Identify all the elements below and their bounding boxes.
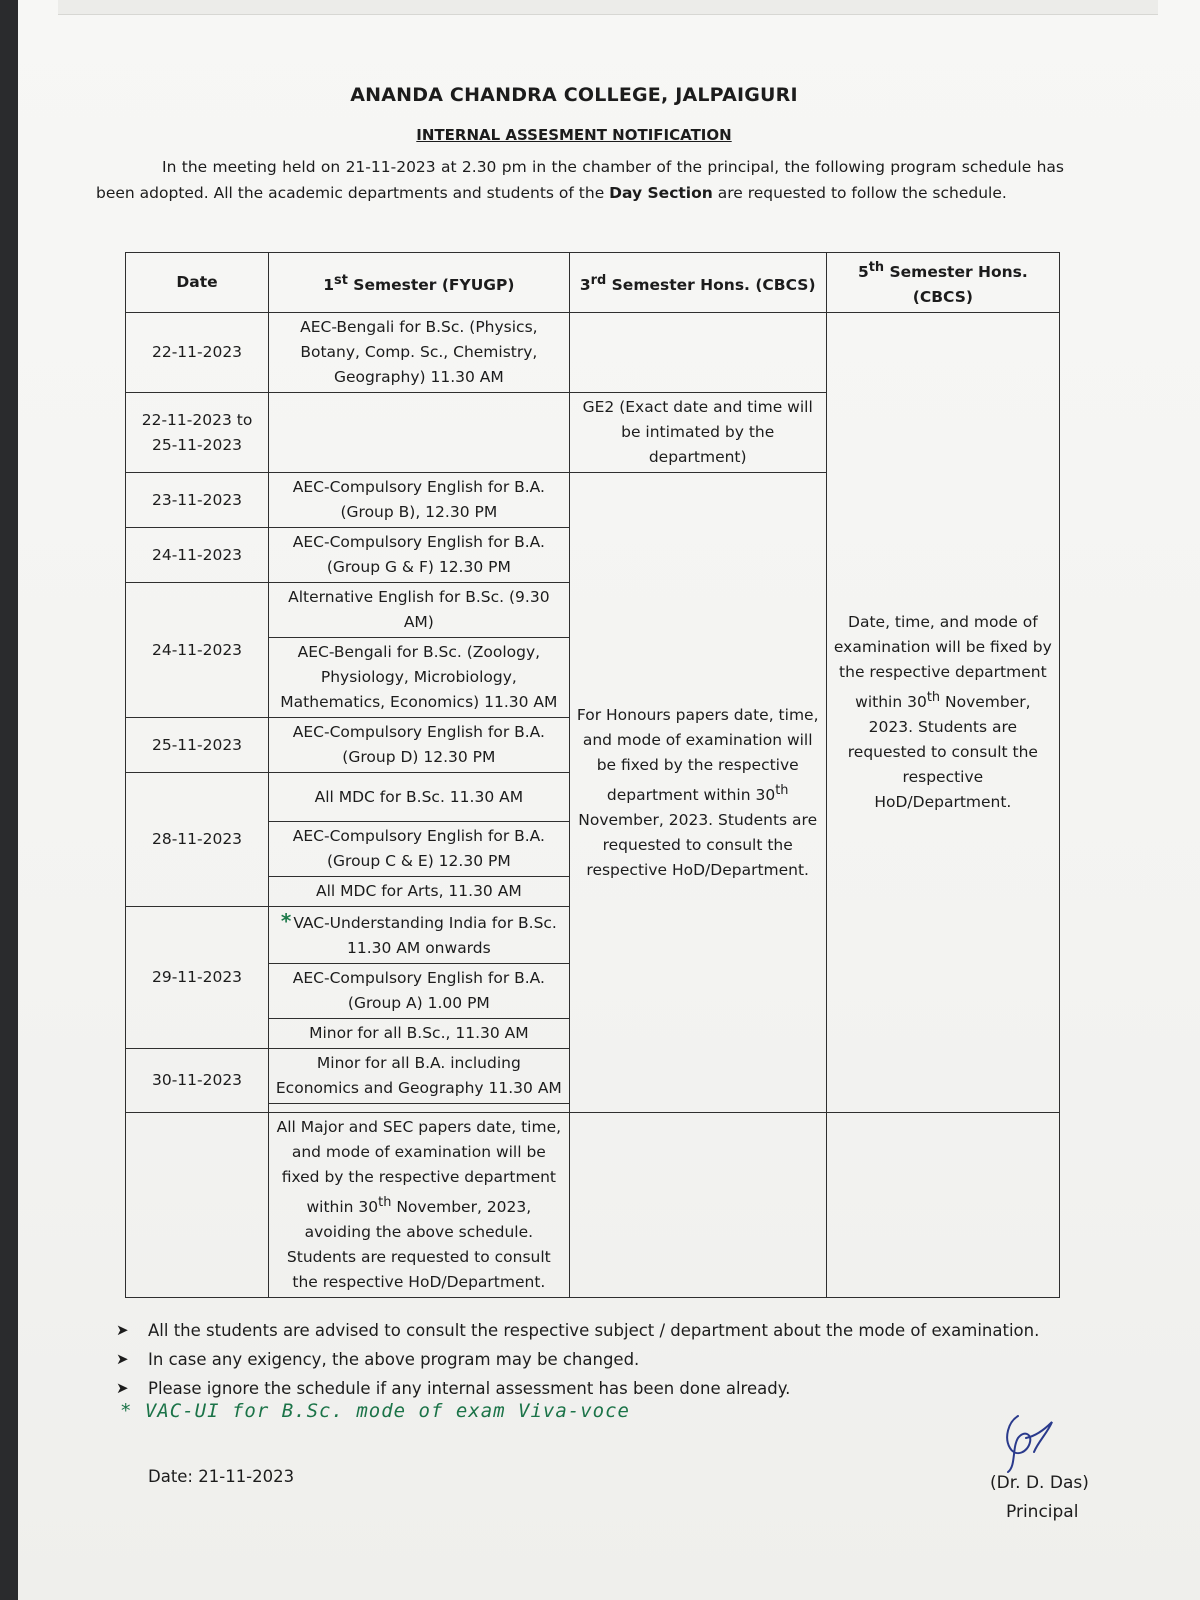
arrow-bullet-icon: ➤ <box>116 1379 129 1397</box>
arrow-bullet-icon: ➤ <box>116 1350 129 1368</box>
sem1-spacer-cell <box>269 1104 570 1113</box>
paper-edge <box>58 0 1158 15</box>
note-item: ➤ All the students are advised to consult the respective subject / department about the mode of examination. <box>112 1316 1192 1345</box>
handwritten-note: * VAC-UI for B.Sc. mode of exam Viva-voce <box>120 1400 630 1422</box>
sem3-empty-cell <box>569 1113 826 1298</box>
date-empty-cell <box>126 1113 269 1298</box>
intro-text-1: In the meeting held on 21-11-2023 at 2.30 pm in the chamber of the principal, the following program schedule has been adopted. All the academic departments and students of the <box>96 158 1064 202</box>
intro-text-2: are requested to follow the schedule. <box>712 184 1007 202</box>
date-cell: 22-11-2023 <box>126 313 269 393</box>
date-cell: 29-11-2023 <box>126 907 269 1049</box>
schedule-table <box>125 252 1060 1298</box>
sem3-honours-cell: For Honours papers date, time, and mode of examination will be fixed by the respective department within 30th November, 2023. Students are requested to consult the respective HoD/Department. <box>569 473 826 1113</box>
sem1-major-cell: All Major and SEC papers date, time, and mode of examination will be fixed by the respective department within 30th November, 2023, avoiding the above schedule. Students are requested to consult the respective HoD/Department. <box>269 1113 570 1298</box>
sem1-cell: AEC-Compulsory English for B.A. (Group C & E) 12.30 PM <box>269 822 570 877</box>
note-item: ➤ Please ignore the schedule if any internal assessment has been done already. <box>112 1374 1192 1403</box>
sem5-empty-cell <box>826 1113 1059 1298</box>
notification-title: INTERNAL ASSESMENT NOTIFICATION <box>416 126 732 144</box>
header-sem1: 1st Semester (FYUGP) <box>269 253 570 313</box>
notes-list <box>112 1316 1192 1403</box>
sem1-cell: All MDC for B.Sc. 11.30 AM <box>269 773 570 822</box>
date-cell: 30-11-2023 <box>126 1049 269 1113</box>
note-item: ➤ In case any exigency, the above program may be changed. <box>112 1345 1192 1374</box>
sem1-cell: Alternative English for B.Sc. (9.30 AM) <box>269 583 570 638</box>
arrow-bullet-icon: ➤ <box>116 1321 129 1339</box>
table-row <box>126 313 1060 393</box>
date-cell: 28-11-2023 <box>126 773 269 907</box>
date-cell: 24-11-2023 <box>126 528 269 583</box>
college-name: ANANDA CHANDRA COLLEGE, JALPAIGURI <box>350 84 798 106</box>
sem1-cell: Minor for all B.Sc., 11.30 AM <box>269 1019 570 1049</box>
sem1-cell: AEC-Bengali for B.Sc. (Zoology, Physiology, Microbiology, Mathematics, Economics) 11.30 AM <box>269 638 570 718</box>
sem1-cell: AEC-Bengali for B.Sc. (Physics, Botany, Comp. Sc., Chemistry, Geography) 11.30 AM <box>269 313 570 393</box>
date-cell: 22-11-2023 to 25-11-2023 <box>126 393 269 473</box>
sem1-cell: Minor for all B.A. including Economics and Geography 11.30 AM <box>269 1049 570 1104</box>
intro-paragraph <box>96 154 1064 206</box>
sem1-cell: All MDC for Arts, 11.30 AM <box>269 877 570 907</box>
sem1-cell: AEC-Compulsory English for B.A. (Group B), 12.30 PM <box>269 473 570 528</box>
asterisk-mark: * <box>280 909 292 934</box>
signatory-designation: Principal <box>1006 1502 1079 1522</box>
intro-bold: Day Section <box>609 184 713 202</box>
sem1-empty-cell <box>269 393 570 473</box>
signature-icon <box>990 1408 1070 1478</box>
issue-date: Date: 21-11-2023 <box>148 1467 295 1486</box>
table-row <box>126 1113 1060 1298</box>
header-sem3: 3rd Semester Hons. (CBCS) <box>569 253 826 313</box>
date-cell: 24-11-2023 <box>126 583 269 718</box>
sem1-cell: * VAC-Understanding India for B.Sc. 11.30 AM onwards <box>269 907 570 964</box>
sem1-cell: AEC-Compulsory English for B.A. (Group A) 1.00 PM <box>269 964 570 1019</box>
header-sem5: 5th Semester Hons. (CBCS) <box>826 253 1059 313</box>
sem3-empty-cell <box>569 313 826 393</box>
table-header-row <box>126 253 1060 313</box>
sem1-cell: AEC-Compulsory English for B.A. (Group G & F) 12.30 PM <box>269 528 570 583</box>
date-cell: 25-11-2023 <box>126 718 269 773</box>
header-date: Date <box>126 253 269 313</box>
sem1-cell: AEC-Compulsory English for B.A. (Group D) 12.30 PM <box>269 718 570 773</box>
sem5-merged-cell: Date, time, and mode of examination will be fixed by the respective department within 30th November, 2023. Students are requested to consult the respective HoD/Department. <box>826 313 1059 1113</box>
sem3-ge2-cell: GE2 (Exact date and time will be intimated by the department) <box>569 393 826 473</box>
date-cell: 23-11-2023 <box>126 473 269 528</box>
signatory-name: (Dr. D. Das) <box>990 1473 1089 1493</box>
